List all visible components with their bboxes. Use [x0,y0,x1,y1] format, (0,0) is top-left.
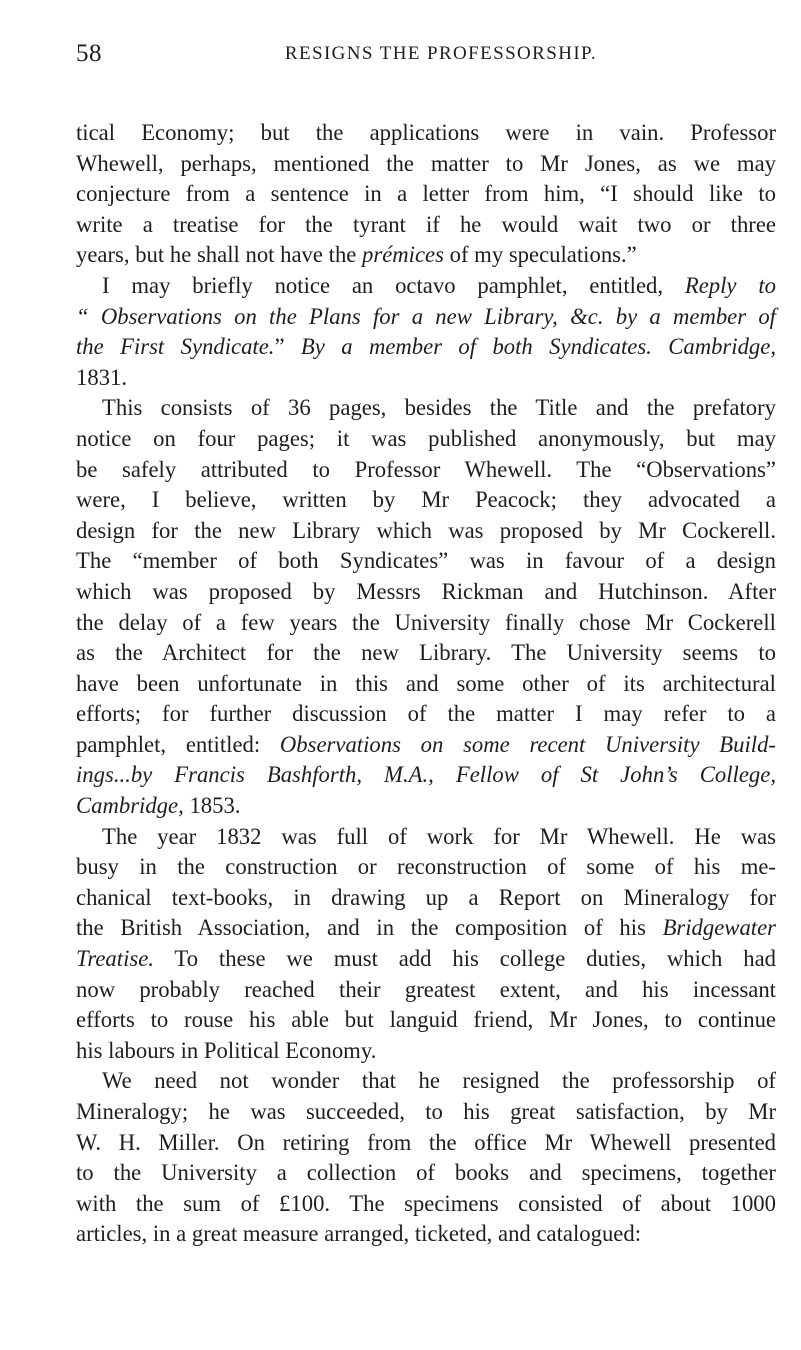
italic-text: Treatise. [76,946,154,972]
text: chanical text-books, in drawing up a Report on Mineralogy for [76,884,776,910]
text-line [76,1128,776,1159]
text: W. H. Miller. On retiring from the office Mr Whewell presented [76,1129,776,1155]
text-line [76,1066,776,1097]
text-line [76,822,776,853]
text: be safely attributed to Professor Whewell. The “Observations” [76,456,776,482]
text-line [76,240,776,271]
paragraph [76,822,776,1067]
italic-text: Cambridge, [76,793,184,819]
text: I may briefly notice an octavo pamphlet, entitled, [102,272,685,298]
text-line [76,118,776,149]
text: conjecture from a sentence in a letter from him, “I should like to [76,181,776,207]
text: efforts; for further discussion of the matter I may refer to a [76,701,776,727]
text-line [76,1097,776,1128]
text-line [76,852,776,883]
italic-text: Observations on some recent University Build- [279,731,776,757]
text: Mineralogy; he was succeeded, to his great satisfaction, by Mr [76,1099,776,1124]
text: tical Economy; but the applications were in vain. Professor [76,120,776,145]
text: now probably reached their greatest extent, and his incessant [76,976,776,1002]
paragraph [76,1066,776,1250]
text-line [76,455,776,486]
text-line [76,424,776,455]
text: his labours in Political Economy. [76,1037,377,1063]
text: years, but he shall not have the [76,242,363,268]
text: 1831. [76,364,128,390]
text-line [76,730,776,761]
paragraph [76,393,776,821]
text-line [76,485,776,516]
italic-text: prémices [362,242,444,268]
text: Whewell, perhaps, mentioned the matter to Mr Jones, as we may [76,150,776,176]
text-line [76,638,776,669]
italic-text: By a member of both Syndicates. Cambridge, [300,334,776,360]
text: with the sum of £100. The specimens consisted of about 1000 [76,1190,776,1216]
text: pamphlet, entitled: [76,731,280,757]
text: articles, in a great measure arranged, ticketed, and catalogued: [76,1221,642,1247]
running-head: RESIGNS THE PROFESSORSHIP. [284,43,598,64]
text-line [76,332,776,363]
text: have been unfortunate in this and some other of its architectural [76,670,776,696]
text-line [76,608,776,639]
text: The year 1832 was full of work for Mr Whewell. He was [102,823,776,849]
text: This consists of 36 pages, besides the Title and the prefatory [102,395,776,421]
text: the British Association, and in the composition of his [76,915,663,941]
italic-text: ings...by Francis Bashforth, M.A., Fellow of St John’s College, [76,762,776,788]
text-line [76,577,776,608]
text: which was proposed by Messrs Rickman and Hutchinson. After [76,578,776,604]
text: to the University a collection of books and specimens, together [76,1160,776,1186]
text-line [76,271,776,302]
text: write a treatise for the tyrant if he would wait two or three [76,211,776,237]
text: the delay of a few years the University finally chose Mr Cockerell [76,609,776,635]
text-line [76,393,776,424]
text: of my speculations.” [443,242,637,268]
body-text [76,118,776,1250]
text-line [76,1219,776,1250]
text: efforts to rouse his able but languid friend, Mr Jones, to continue [76,1007,776,1033]
text-line [76,669,776,700]
italic-text: Reply to [684,272,776,298]
paragraph [76,271,776,393]
italic-text: Bridgewater [662,915,776,941]
text: as the Architect for the new Library. The University seems to [76,640,776,666]
text-line [76,1189,776,1220]
text-line [76,913,776,944]
text: were, I believe, written by Mr Peacock; they advocated a [76,487,776,513]
text: The “member of both Syndicates” was in favour of a design [76,548,776,574]
text-line [76,975,776,1006]
italic-text: “ Observations on the Plans for a new Library, &c. by a member of [76,303,776,329]
text-line [76,149,776,180]
text: ” [274,334,301,360]
text: We need not wonder that he resigned the professorship of [102,1068,776,1094]
text-line [76,1036,776,1067]
text-line [76,791,776,822]
text-line [76,363,776,394]
text-line [76,1005,776,1036]
text-line [76,210,776,241]
text: design for the new Library which was proposed by Mr Cockerell. [76,517,776,543]
page-header [76,40,796,72]
text-line [76,699,776,730]
paragraph [76,118,776,271]
text-line [76,546,776,577]
text-line [76,179,776,210]
text: 1853. [183,793,241,819]
text: To these we must add his college duties, which had [153,946,776,972]
text-line [76,302,776,333]
text-line [76,760,776,791]
text-line [76,1158,776,1189]
italic-text: the First Syndicate. [76,334,275,360]
text-line [76,944,776,975]
text-line [76,516,776,547]
text: notice on four pages; it was published anonymously, but may [76,425,776,451]
text-line [76,883,776,914]
page-number: 58 [76,40,102,67]
text: busy in the construction or reconstruction of some of his me- [76,854,776,880]
